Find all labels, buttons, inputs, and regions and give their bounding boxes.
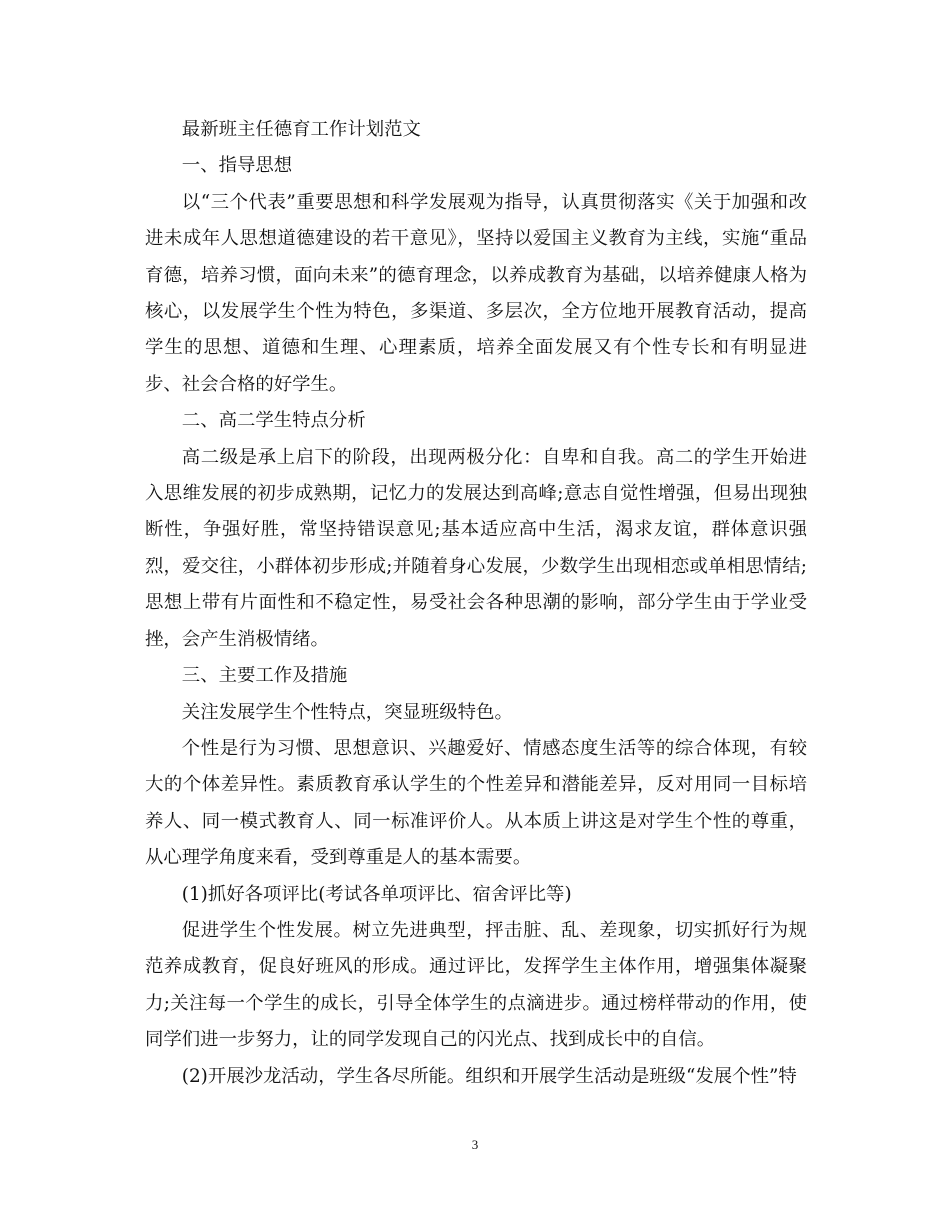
paragraph-focus-individuality: 关注发展学生个性特点，突显班级特色。 xyxy=(181,701,513,723)
document-body xyxy=(145,112,807,1095)
paragraph-student-analysis: 高二级是承上启下的阶段，出现两极分化：自卑和自我。高二的学生开始进入思维发展的初步成熟期，记忆力的发展达到高峰;意志自觉性增强，但易出现独断性，争强好胜，常坚持错误意见;基本适应高中生活，渴求友谊，群体意识强烈，爱交往，小群体初步形成;并随着身心发展，少数学生出现相恋或单相思情结;思想上带有片面性和不稳定性，易受社会各种思潮的影响，部分学生由于学业受挫，会产生消极情绪。 xyxy=(145,446,807,650)
list-item-salon-activities: (2)开展沙龙活动，学生各尽所能。组织和开展学生活动是班级“发展个性”特 xyxy=(181,1065,797,1087)
paragraph-individuality-definition: 个性是行为习惯、思想意识、兴趣爱好、情感态度生活等的综合体现，有较大的个体差异性。素质教育承认学生的个性差异和潜能差异，反对用同一目标培养人、同一模式教育人、同一标准评价人。从本质上讲这是对学生个性的尊重，从心理学角度来看，受到尊重是人的基本需要。 xyxy=(145,737,807,869)
list-item-evaluations: (1)抓好各项评比(考试各单项评比、宿舍评比等) xyxy=(181,883,572,905)
paragraph-guiding-ideology: 以“三个代表”重要思想和科学发展观为指导，认真贯彻落实《关于加强和改进未成年人思想道德建设的若干意见》，坚持以爱国主义教育为主线，实施“重品育德，培养习惯，面向未来”的德育理念，以养成教育为基础，以培养健康人格为核心，以发展学生个性为特色，多渠道、多层次，全方位地开展教育活动，提高学生的思想、道德和生理、心理素质，培养全面发展又有个性专长和有明显进步、社会合格的好学生。 xyxy=(145,191,807,395)
section-heading-student-analysis: 二、高二学生特点分析 xyxy=(181,410,366,432)
page-number: 3 xyxy=(471,1137,479,1152)
section-heading-main-work: 三、主要工作及措施 xyxy=(181,665,348,687)
paragraph-evaluations-detail: 促进学生个性发展。树立先进典型，抨击脏、乱、差现象，切实抓好行为规范养成教育，促良好班风的形成。通过评比，发挥学生主体作用，增强集体凝聚力;关注每一个学生的成长，引导全体学生的点滴进步。通过榜样带动的作用，使同学们进一步努力，让的同学发现自己的闪光点、找到成长中的自信。 xyxy=(145,919,807,1051)
section-heading-guiding-ideology: 一、指导思想 xyxy=(181,155,293,177)
document-title: 最新班主任德育工作计划范文 xyxy=(181,119,421,140)
